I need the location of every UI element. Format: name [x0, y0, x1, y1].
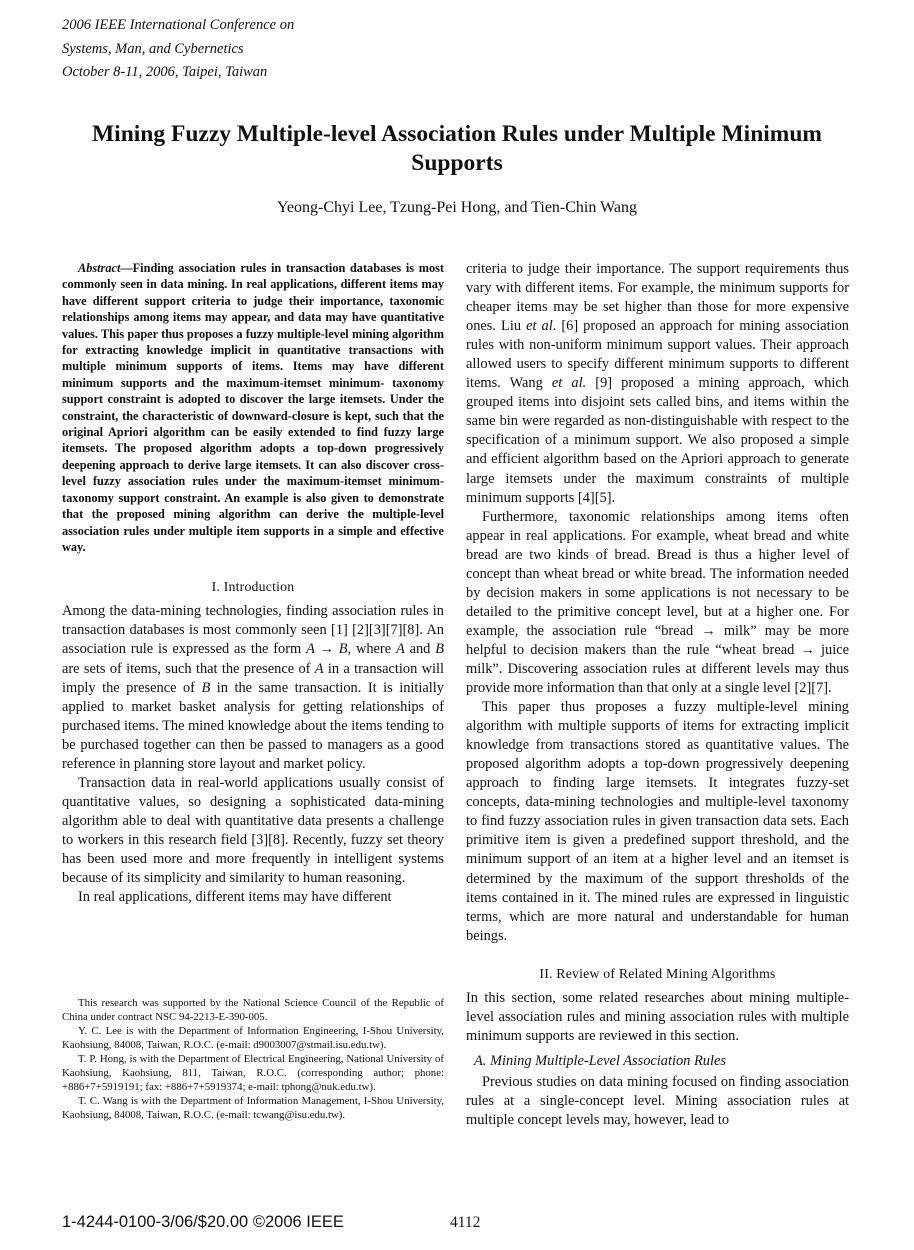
footnote-author-hong: T. P. Hong, is with the Department of Electrical Engineering, National University of Kaohsiung, Kaohsiung, 811, Taiwan, R.O.C. (corresponding author; phone: +886+7+5919191; fax: +886+7+5919374; e-mail: tphong@nuk.edu.tw).: [62, 1053, 444, 1093]
footnote-funding: This research was supported by the National Science Council of the Republic of China under contract NSC 94-2213-E-390-005.: [62, 997, 444, 1023]
intro-paragraph-3-continued: [466, 260, 849, 508]
footnotes: [62, 996, 444, 1122]
intro-p1-text-c: are sets of items, such that the presence of: [62, 660, 315, 677]
page-number: 4112: [450, 1214, 481, 1231]
var-a: A: [395, 641, 405, 658]
var-b: B: [435, 641, 444, 658]
abstract: [62, 260, 444, 555]
footnote-author-wang: T. C. Wang is with the Department of Information Management, I-Shou University, Kaohsiung, 84008, Taiwan, R.O.C. (e-mail: tcwang@isu.edu.tw).: [62, 1095, 444, 1121]
var-a-2: A: [314, 660, 324, 677]
paper-authors: Yeong-Chyi Lee, Tzung-Pei Hong, and Tien-Chin Wang: [276, 199, 638, 216]
section-heading-introduction: I. Introduction: [211, 579, 295, 595]
abstract-text: —Finding association rules in transaction databases is most commonly seen in data mining. In real applications, different items may have different support criteria to judge their importance, taxonomic relationships among items may appear, and data may have quantitative values. This paper thus proposes a fuzzy multiple-level mining algorithm for extracting knowledge implicit in quantitative transactions with multiple minimum supports of items. Items may have different minimum supports and the maximum-itemset minimum- taxonomy support constraint is adopted to discover the large itemsets. Under the constraint, the characteristic of downward-closure is kept, such that the original Apriori algorithm can be easily extended to find fuzzy large itemsets. The proposed algorithm adopts a top-down progressively deepening approach to derive large itemsets. It can also discover cross-level fuzzy association rules under the maximum-itemset minimum-taxonomy support constraint. An example is also given to demonstrate that the proposed mining algorithm can derive the multiple-level association rules under multiple item supports in a simple and effective way.: [62, 261, 444, 554]
right-column: [466, 260, 849, 1130]
intro-p3-text-c: [9] proposed a mining approach, which grouped items into disjoint sets called bins, and items within the same bin were regarded as non-distinguishable with respect to the specification of a minimum support. We also proposed a simple and efficient algorithm based on the Apriori approach to generate large itemsets under the maximum constraints of multiple minimum supports [4][5].: [466, 375, 849, 506]
intro-p1-text-e: in the same transaction. It is initially applied to market basket analysis for getting relationships of purchased items. The mined knowledge about the items tending to be purchased together can then be passed to managers as a good reference in planning store layout and market policy.: [62, 679, 444, 772]
rule-formula: A → B: [306, 641, 348, 658]
intro-p3-text-a: criteria to judge their importance. The support requirements thus vary with different items. For example, the minimum supports for cheaper items may be set higher than those for more expensive ones. Liu: [466, 261, 849, 335]
intro-paragraph-2: Transaction data in real-world applications usually consist of quantitative values, so designing a sophisticated data-mining algorithm able to deal with quantitative data presents a challenge to workers in this research field [3][8]. Recently, fuzzy set theory has been used more and more frequently in intelligent systems because of its simplicity and similarity to human reasoning.: [62, 774, 444, 887]
subsection-heading-a: A. Mining Multiple-Level Association Rules: [474, 1052, 726, 1069]
intro-paragraph-1: [62, 602, 444, 773]
var-b-2: B: [201, 679, 211, 696]
intro-p3-text-b: . [6] proposed an approach for mining association rules with non-uniform minimum support values. Their approach allowed users to specify different minimum supports to different items. Wang: [466, 318, 849, 392]
left-column: [62, 260, 444, 907]
section-heading-review: II. Review of Related Mining Algorithms: [539, 965, 776, 981]
abstract-label: Abstract: [78, 261, 121, 275]
paper-title: Mining Fuzzy Multiple-level Association Rules under Multiple Minimum Supports: [91, 121, 823, 176]
intro-paragraph-3-start: In real applications, different items may have different: [78, 889, 392, 906]
intro-p1-text-a: Among the data-mining technologies, finding association rules in transaction databases is most commonly seen [1] [2][3][7][8]. An association rule is expressed as the form: [62, 603, 444, 658]
intro-paragraph-4: Furthermore, taxonomic relationships among items often appear in real applications. For example, wheat bread and white bread are two kinds of bread. Bread is thus a higher level of concept than wheat bread or white bread. The information needed by decision makers in some applications is not necessary to be detailed to the primitive concept level, but at a higher one. For example, the association rule “bread → milk” may be more helpful to decision makers than the rule “wheat bread → juice milk”. Discovering association rules at different levels may thus provide more information than that only at a single level [2][7].: [466, 508, 849, 697]
review-paragraph-1: In this section, some related researches about mining multiple-level association rules and mining association rules with multiple minimum supports are reviewed in this section.: [466, 989, 849, 1044]
footnote-author-lee: Y. C. Lee is with the Department of Information Engineering, I-Shou University, Kaohsiung, 84008, Taiwan, R.O.C. (e-mail: d9003007@stmail.isu.edu.tw).: [62, 1025, 444, 1051]
intro-p1-text-b: , where: [347, 641, 396, 658]
et-al-1: et al: [526, 318, 553, 335]
conference-line-2: Systems, Man, and Cybernetics: [62, 40, 244, 57]
conference-line-3: October 8-11, 2006, Taipei, Taiwan: [62, 64, 268, 80]
et-al-2: et al.: [551, 375, 587, 392]
conference-line-1: 2006 IEEE International Conference on: [62, 17, 295, 33]
review-paragraph-2: Previous studies on data mining focused on finding association rules at a single-concept level. Mining association rules at multiple concept levels may, however, lead to: [466, 1073, 849, 1129]
copyright-footer: 1-4244-0100-3/06/$20.00 ©2006 IEEE: [62, 1213, 344, 1231]
intro-p1-text-d: in a transaction will imply the presence of: [62, 660, 444, 696]
intro-paragraph-5: This paper thus proposes a fuzzy multiple-level mining algorithm with multiple supports of items for extracting implicit knowledge from transactions stored as quantitative values. The proposed algorithm adopts a top-down progressively deepening approach to finding large itemsets. It integrates fuzzy-set concepts, data-mining technologies and multiple-level taxonomy to find fuzzy association rules in given transaction data sets. Each primitive item is given a predefined support threshold, and the minimum support of an item at a higher level and an itemset is determined by the maximum of the support thresholds of the items contained in it. The mined rules are expressed in linguistic terms, which are more natural and understandable for human beings.: [466, 699, 849, 944]
conference-info: [62, 14, 422, 85]
intro-p1-and: and: [404, 641, 436, 658]
